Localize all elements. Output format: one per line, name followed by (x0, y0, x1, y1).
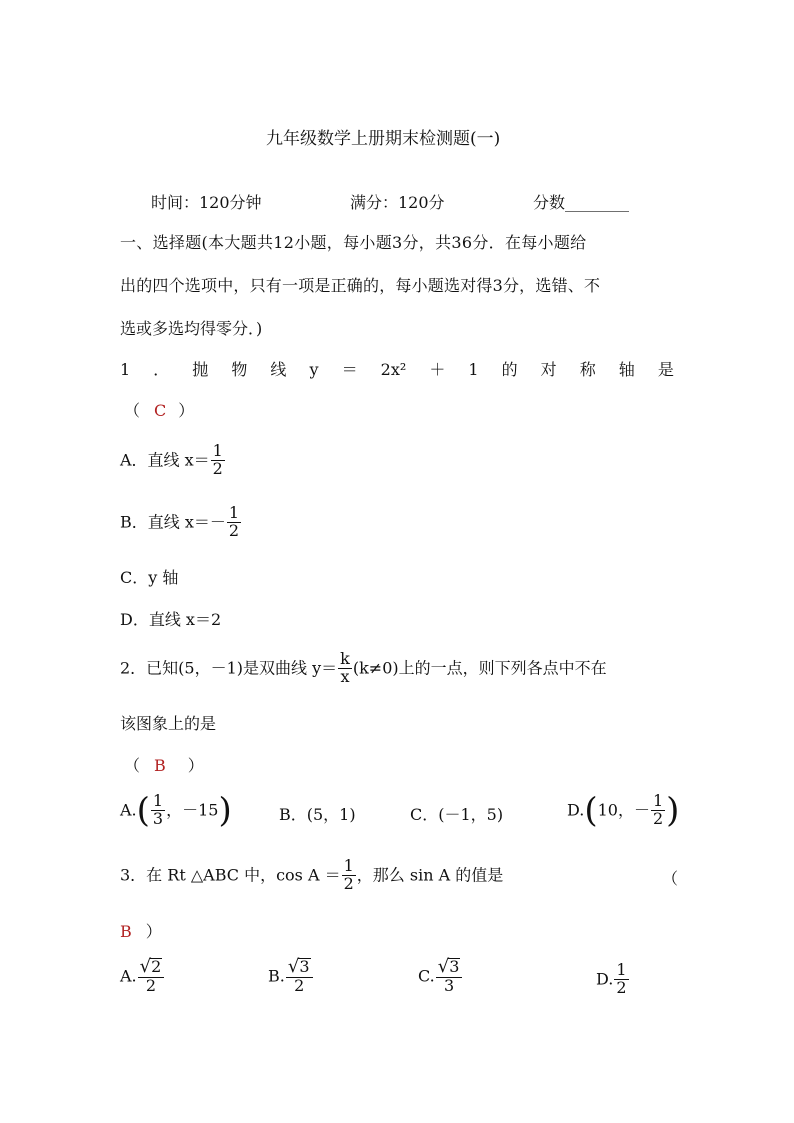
option-label: A．直线 x＝ (120, 450, 210, 470)
fraction (151, 793, 165, 828)
fraction (342, 858, 356, 893)
paren-open: （ (124, 756, 141, 775)
q2-stem-line-2: 该图象上的是 (120, 714, 217, 733)
left-paren-icon: ( (584, 790, 598, 831)
sqrt-icon: √ (437, 956, 450, 977)
sqrt-icon: √ (287, 956, 300, 977)
exam-full-score: 满分：120分 (350, 193, 445, 212)
q1-stem-part: 的 (501, 360, 518, 379)
fraction (227, 505, 241, 540)
q3-option-b (268, 958, 314, 995)
q2-option-a (120, 790, 232, 831)
option-value: 10，－ (597, 800, 650, 820)
option-value: ，－15 (166, 800, 219, 820)
q3-option-a (120, 958, 165, 995)
q1-stem-part: y (309, 360, 319, 379)
option-label: A. (120, 800, 137, 820)
page-title: 九年级数学上册期末检测题(一) (266, 129, 501, 149)
paren-close: ） (145, 922, 162, 941)
fraction-numerator: 1 (343, 856, 354, 875)
fraction (436, 958, 463, 995)
q3-answer-line (120, 924, 162, 940)
fraction-denominator: 3 (152, 808, 164, 828)
q2-stem (120, 651, 607, 686)
q1-stem-part: 线 (270, 360, 287, 379)
q2-stem-prefix: 2．已知(5，－1)是双曲线 y＝ (120, 658, 338, 678)
exam-time: 时间：120分钟 (151, 193, 262, 212)
q3-option-d (596, 962, 630, 997)
q1-stem-part: 1 (468, 360, 479, 379)
q1-option-d: D．直线 x＝2 (120, 610, 222, 629)
fraction-denominator: 2 (652, 808, 664, 828)
right-paren-icon: ) (666, 790, 680, 831)
sqrt-icon: √ (139, 956, 152, 977)
q1-option-a (120, 443, 226, 478)
fraction (614, 962, 628, 997)
fraction (211, 443, 225, 478)
option-label: B. (268, 966, 285, 986)
fraction (338, 651, 352, 686)
fraction (286, 958, 313, 995)
radicand: 3 (449, 957, 460, 976)
fraction-denominator: x (340, 666, 350, 686)
fraction-denominator: 2 (616, 977, 627, 997)
q1-option-c: C．y 轴 (120, 568, 179, 587)
q1-stem-part: 轴 (618, 360, 635, 379)
q2-option-c: C．(－1，5) (410, 805, 504, 824)
option-label: D. (567, 800, 585, 820)
paren-open: （ (124, 401, 141, 420)
left-paren-icon: ( (136, 790, 150, 831)
q2-answer: B (154, 756, 166, 775)
q1-stem-part: 物 (231, 360, 248, 379)
option-label: B．直线 x＝－ (120, 512, 226, 532)
paren-close: ） (187, 756, 204, 775)
fraction-numerator: k (340, 649, 350, 668)
fraction-denominator: 2 (228, 520, 240, 540)
q1-stem-part: ． (153, 360, 170, 379)
q3-paren-open: （ (662, 869, 679, 888)
paren-close: ） (178, 401, 195, 420)
fraction-denominator: 2 (145, 975, 157, 995)
q1-answer-blank (124, 403, 194, 419)
q1-stem-part: 是 (657, 360, 674, 379)
radicand: 3 (299, 957, 310, 976)
fraction-numerator: 1 (212, 441, 223, 460)
q3-stem-prefix: 3．在 Rt △ABC 中，cos A ＝ (120, 865, 341, 885)
q2-option-b: B．(5，1) (279, 805, 356, 824)
fraction-numerator: 1 (152, 791, 164, 810)
fraction-numerator: 1 (652, 791, 664, 810)
q2-option-d (567, 790, 680, 831)
fraction-numerator: 1 (616, 960, 627, 979)
q1-option-b (120, 505, 242, 540)
section-heading-line-3: 选或多选均得零分．) (120, 319, 263, 338)
q1-answer: C (154, 401, 167, 420)
q1-stem-part: 1 (120, 360, 131, 379)
option-label: A. (120, 966, 137, 986)
q3-stem (120, 858, 503, 893)
q2-stem-suffix: (k≠0)上的一点，则下列各点中不在 (352, 658, 607, 678)
q1-stem-part: ＝ (341, 360, 358, 379)
section-heading-line-1: 一、选择题(本大题共12小题，每小题3分，共36分．在每小题给 (120, 233, 587, 252)
q1-stem-part: 2x² (380, 360, 407, 379)
fraction-numerator: 1 (228, 503, 240, 522)
q3-stem-suffix: ，那么 sin A 的值是 (356, 865, 504, 885)
q1-stem-part: 称 (579, 360, 596, 379)
fraction-denominator: 2 (343, 873, 354, 893)
fraction (138, 958, 165, 995)
fraction-denominator: 2 (212, 458, 223, 478)
fraction-denominator: 3 (444, 975, 455, 995)
q1-stem (120, 362, 674, 378)
exam-score-blank: 分数________ (533, 193, 630, 212)
q2-answer-blank (124, 758, 204, 774)
radicand: 2 (151, 957, 162, 976)
option-label: C. (418, 966, 435, 986)
option-label: D. (596, 969, 614, 989)
q3-option-c (418, 958, 463, 995)
fraction (651, 793, 665, 828)
q1-stem-part: 抛 (192, 360, 209, 379)
q3-answer: B (120, 922, 132, 941)
section-heading-line-2: 出的四个选项中，只有一项是正确的，每小题选对得3分，选错、不 (120, 276, 601, 295)
fraction-denominator: 2 (294, 975, 305, 995)
q1-stem-part: ＋ (429, 360, 446, 379)
q1-stem-part: 对 (540, 360, 557, 379)
right-paren-icon: ) (218, 790, 232, 831)
